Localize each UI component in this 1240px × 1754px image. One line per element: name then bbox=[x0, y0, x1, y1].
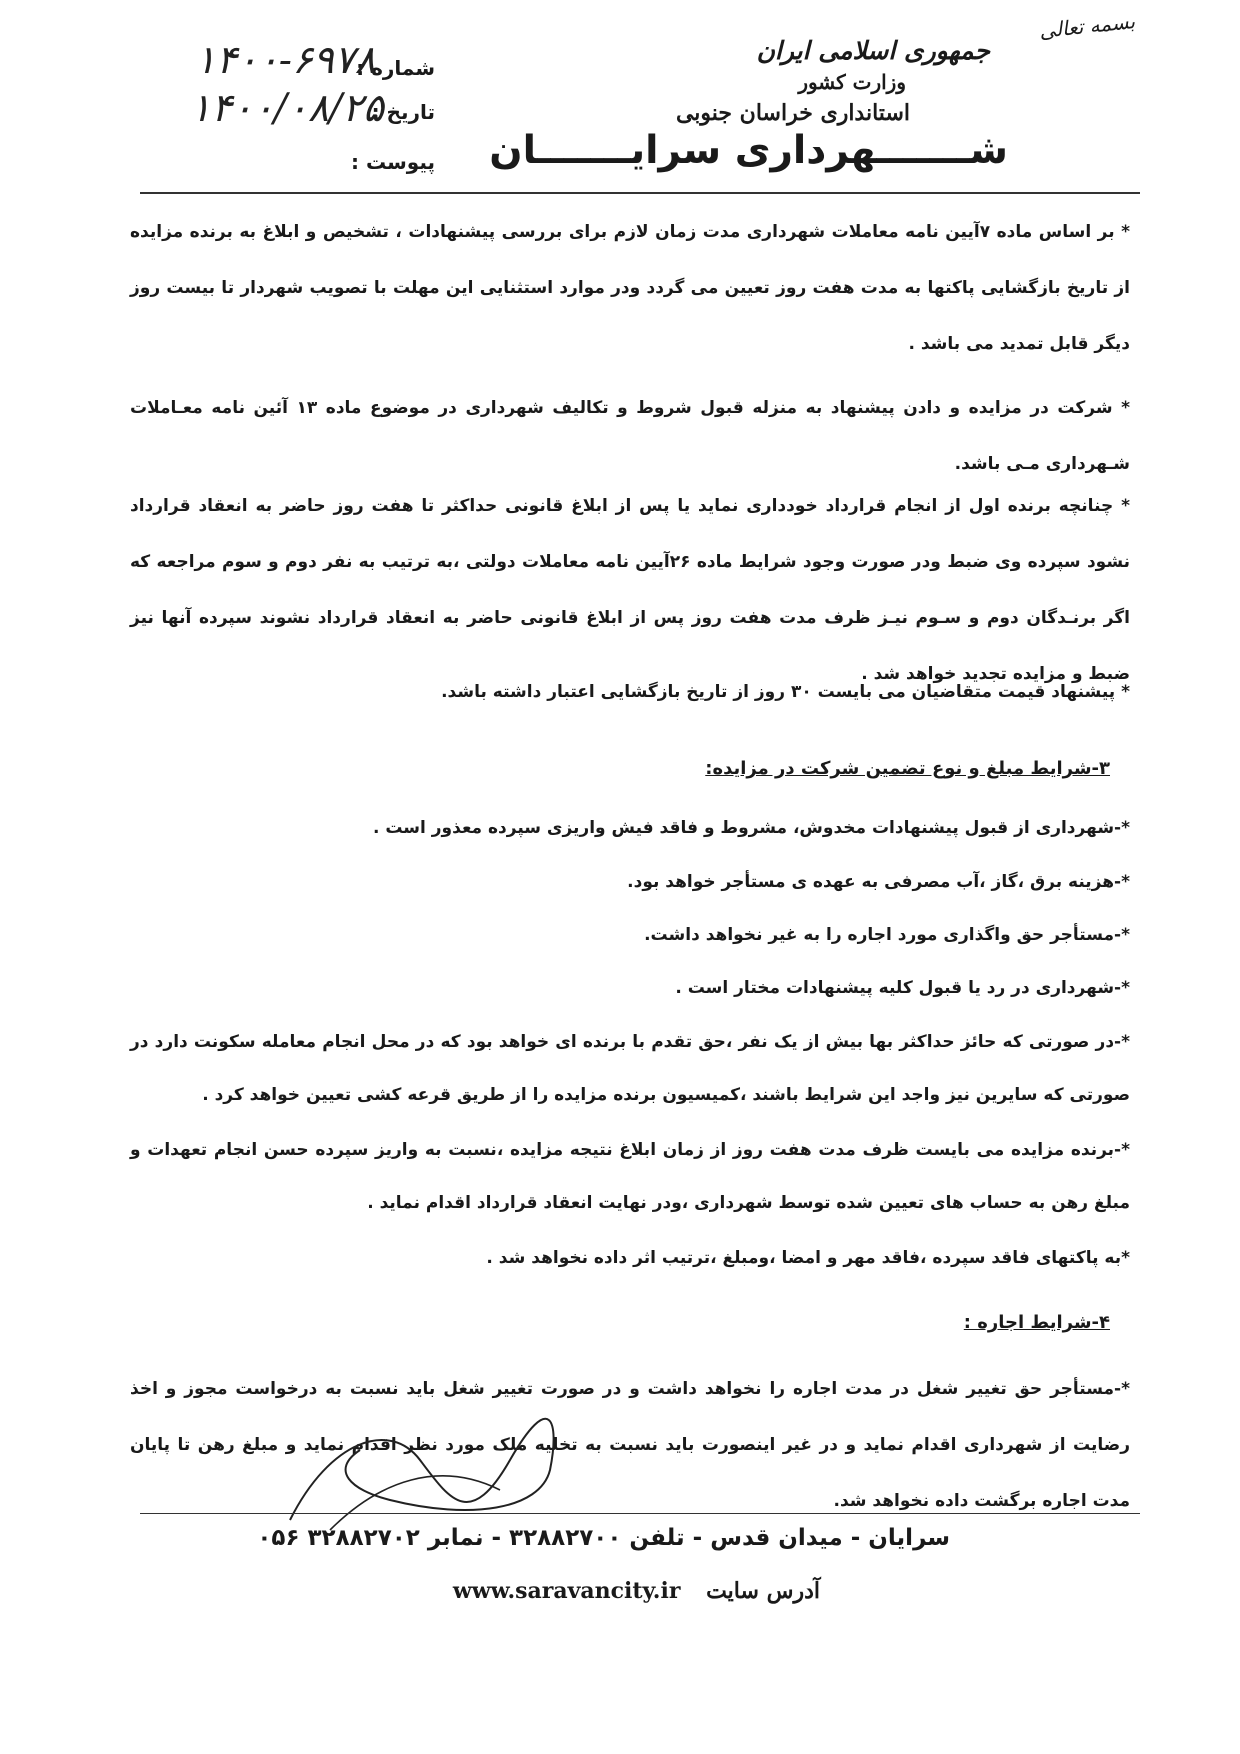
website-url[interactable]: www.saravancity.ir bbox=[452, 1578, 681, 1604]
footer-website bbox=[453, 1578, 820, 1604]
signature bbox=[270, 1400, 570, 1540]
section-3-heading: ۳-شرایط مبلغ و نوع تضمین شرکت در مزایده: bbox=[705, 758, 1110, 779]
section-4-heading: ۴-شرایط اجاره : bbox=[963, 1312, 1110, 1333]
republic-title: جمهوری اسلامی ایران bbox=[756, 36, 990, 65]
footer-divider bbox=[140, 1513, 1140, 1514]
section-3-item: *-مستأجر حق واگذاری مورد اجاره را به غیر نخواهد داشت. bbox=[644, 925, 1130, 945]
section-3-item: *-برنده مزایده می بایست ظرف مدت هفت روز از زمان ابلاغ نتیجه مزایده ،نسبت به واریز سپرده حسن انجام تعهدات و مبلغ رهن به حساب های تعیین شده توسط شهرداری ،ودر نهایت انعقاد قرارداد اقدام نماید . bbox=[130, 1140, 1130, 1213]
governorate-title: استانداری خراسان جنوبی bbox=[675, 100, 910, 126]
date-label: تاریخ : bbox=[371, 100, 435, 124]
paragraph-winner-refusal: * چنانچه برنده اول از انجام قرارداد خودداری نماید یا پس از ابلاغ قانونی حداکثر تا هفت روز حاضر به انعقاد قرارداد نشود سپرده وی ضبط ودر صورت وجود شرایط ماده ۲۶آیین نامه معاملات دولتی ،به ترتیب به نفر دوم و سوم مراجعه که اگر برنـدگان دوم و سـوم نیـز ظرف مدت هفت روز پس از ابلاغ قانونی حاضر به انعقاد قرارداد نشوند سپرده آنها نیز ضبط و مزایده تجدید خواهد شد . bbox=[130, 496, 1131, 684]
paragraph-review-period: * بر اساس ماده ۷آیین نامه معاملات شهرداری مدت زمان لازم برای بررسی پیشنهادات ، تشخیص و ابلاغ به برنده مزایده از تاریخ بازگشایی پاکتها به مدت هفت روز تعیین می گردد ودر موارد استثنایی این مهلت با تصویب شهردار تا بیست روز دیگر قابل تمدید می باشد . bbox=[130, 222, 1131, 354]
footer-contact: سرایان - میدان قدس - تلفن ۳۲۸۸۲۷۰۰ - نمابر ۳۲۸۸۲۷۰۲ ۰۵۶ bbox=[257, 1525, 950, 1551]
section-3-item: *-در صورتی که حائز حداکثر بها بیش از یک نفر ،حق تقدم با برنده ای خواهد بود که در محل انجام معامله سکونت دارد در صورتی که سایرین نیز واجد این شرایط باشند ،کمیسیون برنده مزایده را از طریق قرعه کشی تعیین خواهد کرد . bbox=[130, 1032, 1130, 1105]
section-3-item: *-هزینه برق ،گاز ،آب مصرفی به عهده ی مستأجر خواهد بود. bbox=[627, 872, 1130, 892]
section-4-item: *-مستأجر حق تغییر شغل در مدت اجاره را نخواهد داشت و در صورت تغییر شغل باید نسبت به درخواست مجوز و اخذ رضایت از شهرداری اقدام نماید و در غیر اینصورت باید نسبت به تخلیه ملک مورد نظر اقدام نماید و مبلغ رهن تا پایان مدت اجاره برگشت داده نخواهد شد. bbox=[130, 1379, 1130, 1511]
website-label: آدرس سایت bbox=[706, 1578, 820, 1604]
municipality-title: شـــــــهرداری سرایـــــــان bbox=[489, 128, 1008, 173]
bismillah-header: بسمه تعالی bbox=[1037, 9, 1136, 43]
paragraph-participation: * شرکت در مزایده و دادن پیشنهاد به منزله قبول شروط و تکالیف شهرداری در موضوع ماده ۱۳ آئین نامه معـاملات شـهرداری مـی باشد. bbox=[130, 398, 1130, 474]
section-3-item: *-شهرداری از قبول پیشنهادات مخدوش، مشروط و فاقد فیش واریزی سپرده معذور است . bbox=[372, 818, 1130, 838]
ministry-title: وزارت کشور bbox=[798, 70, 906, 94]
header-divider bbox=[140, 192, 1140, 194]
attachment-label: پیوست : bbox=[350, 150, 435, 174]
letter-date: ۱۴۰۰/۰۸/۲۵ bbox=[190, 86, 384, 131]
number-label: شماره : bbox=[356, 56, 435, 80]
section-3-item: *-شهرداری در رد یا قبول کلیه پیشنهادات مختار است . bbox=[675, 978, 1130, 998]
letter-number: ۱۴۰۰-۶۹۷۸ bbox=[195, 38, 376, 83]
section-3-item: *به پاکتهای فاقد سپرده ،فاقد مهر و امضا ،ومبلغ ،ترتیب اثر داده نخواهد شد . bbox=[486, 1248, 1130, 1268]
paragraph-offer-validity: * پیشنهاد قیمت متقاضیان می بایست ۳۰ روز از تاریخ بازگشایی اعتبار داشته باشد. bbox=[441, 682, 1130, 702]
